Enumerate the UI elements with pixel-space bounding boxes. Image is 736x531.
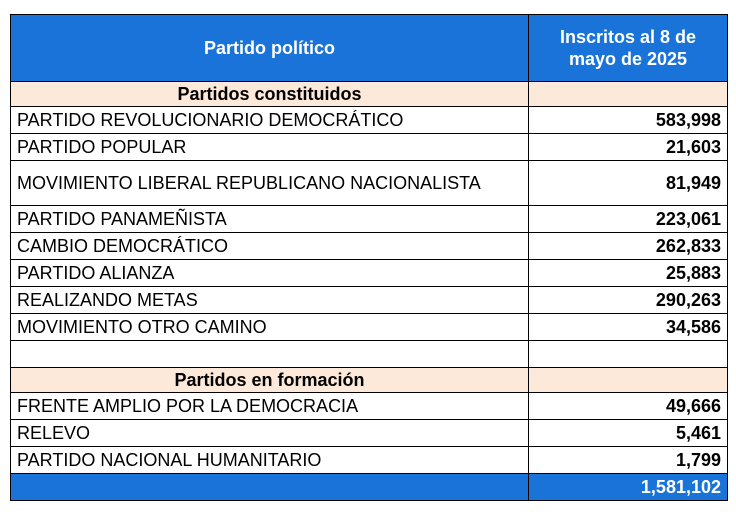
section-title: Partidos constituidos	[11, 82, 529, 107]
registered-count: 290,263	[529, 287, 728, 314]
party-name: MOVIMIENTO LIBERAL REPUBLICANO NACIONALISTA	[11, 161, 529, 206]
table-header-row	[11, 15, 728, 82]
registered-count: 49,666	[529, 393, 728, 420]
empty-row	[11, 341, 728, 368]
party-registration-table	[10, 14, 728, 501]
party-name: RELEVO	[11, 420, 529, 447]
party-name: PARTIDO REVOLUCIONARIO DEMOCRÁTICO	[11, 107, 529, 134]
total-row	[11, 474, 728, 501]
party-name: FRENTE AMPLIO POR LA DEMOCRACIA	[11, 393, 529, 420]
table-row	[11, 393, 728, 420]
total-count: 1,581,102	[529, 474, 728, 501]
table-row	[11, 206, 728, 233]
party-name: PARTIDO PANAMEÑISTA	[11, 206, 529, 233]
table-row	[11, 314, 728, 341]
party-name: PARTIDO POPULAR	[11, 134, 529, 161]
registered-count: 1,799	[529, 447, 728, 474]
party-name: PARTIDO NACIONAL HUMANITARIO	[11, 447, 529, 474]
registered-count: 223,061	[529, 206, 728, 233]
registered-count: 25,883	[529, 260, 728, 287]
table-row	[11, 161, 728, 206]
party-name: CAMBIO DEMOCRÁTICO	[11, 233, 529, 260]
table-row	[11, 447, 728, 474]
registered-count: 262,833	[529, 233, 728, 260]
party-column-header: Partido político	[11, 15, 529, 82]
table-row	[11, 107, 728, 134]
total-label-cell	[11, 474, 529, 501]
registered-count: 21,603	[529, 134, 728, 161]
party-name: MOVIMIENTO OTRO CAMINO	[11, 314, 529, 341]
table-row	[11, 287, 728, 314]
table-row	[11, 420, 728, 447]
empty-cell	[11, 341, 529, 368]
registered-count: 34,586	[529, 314, 728, 341]
party-name: REALIZANDO METAS	[11, 287, 529, 314]
registered-column-header: Inscritos al 8 de mayo de 2025	[529, 15, 728, 82]
section-spacer-cell	[529, 368, 728, 393]
table-row	[11, 233, 728, 260]
registered-count: 5,461	[529, 420, 728, 447]
table-row	[11, 134, 728, 161]
empty-cell	[529, 341, 728, 368]
section-header-row	[11, 82, 728, 107]
section-title: Partidos en formación	[11, 368, 529, 393]
section-header-row	[11, 368, 728, 393]
registered-count: 583,998	[529, 107, 728, 134]
registered-count: 81,949	[529, 161, 728, 206]
table-row	[11, 260, 728, 287]
section-spacer-cell	[529, 82, 728, 107]
party-name: PARTIDO ALIANZA	[11, 260, 529, 287]
